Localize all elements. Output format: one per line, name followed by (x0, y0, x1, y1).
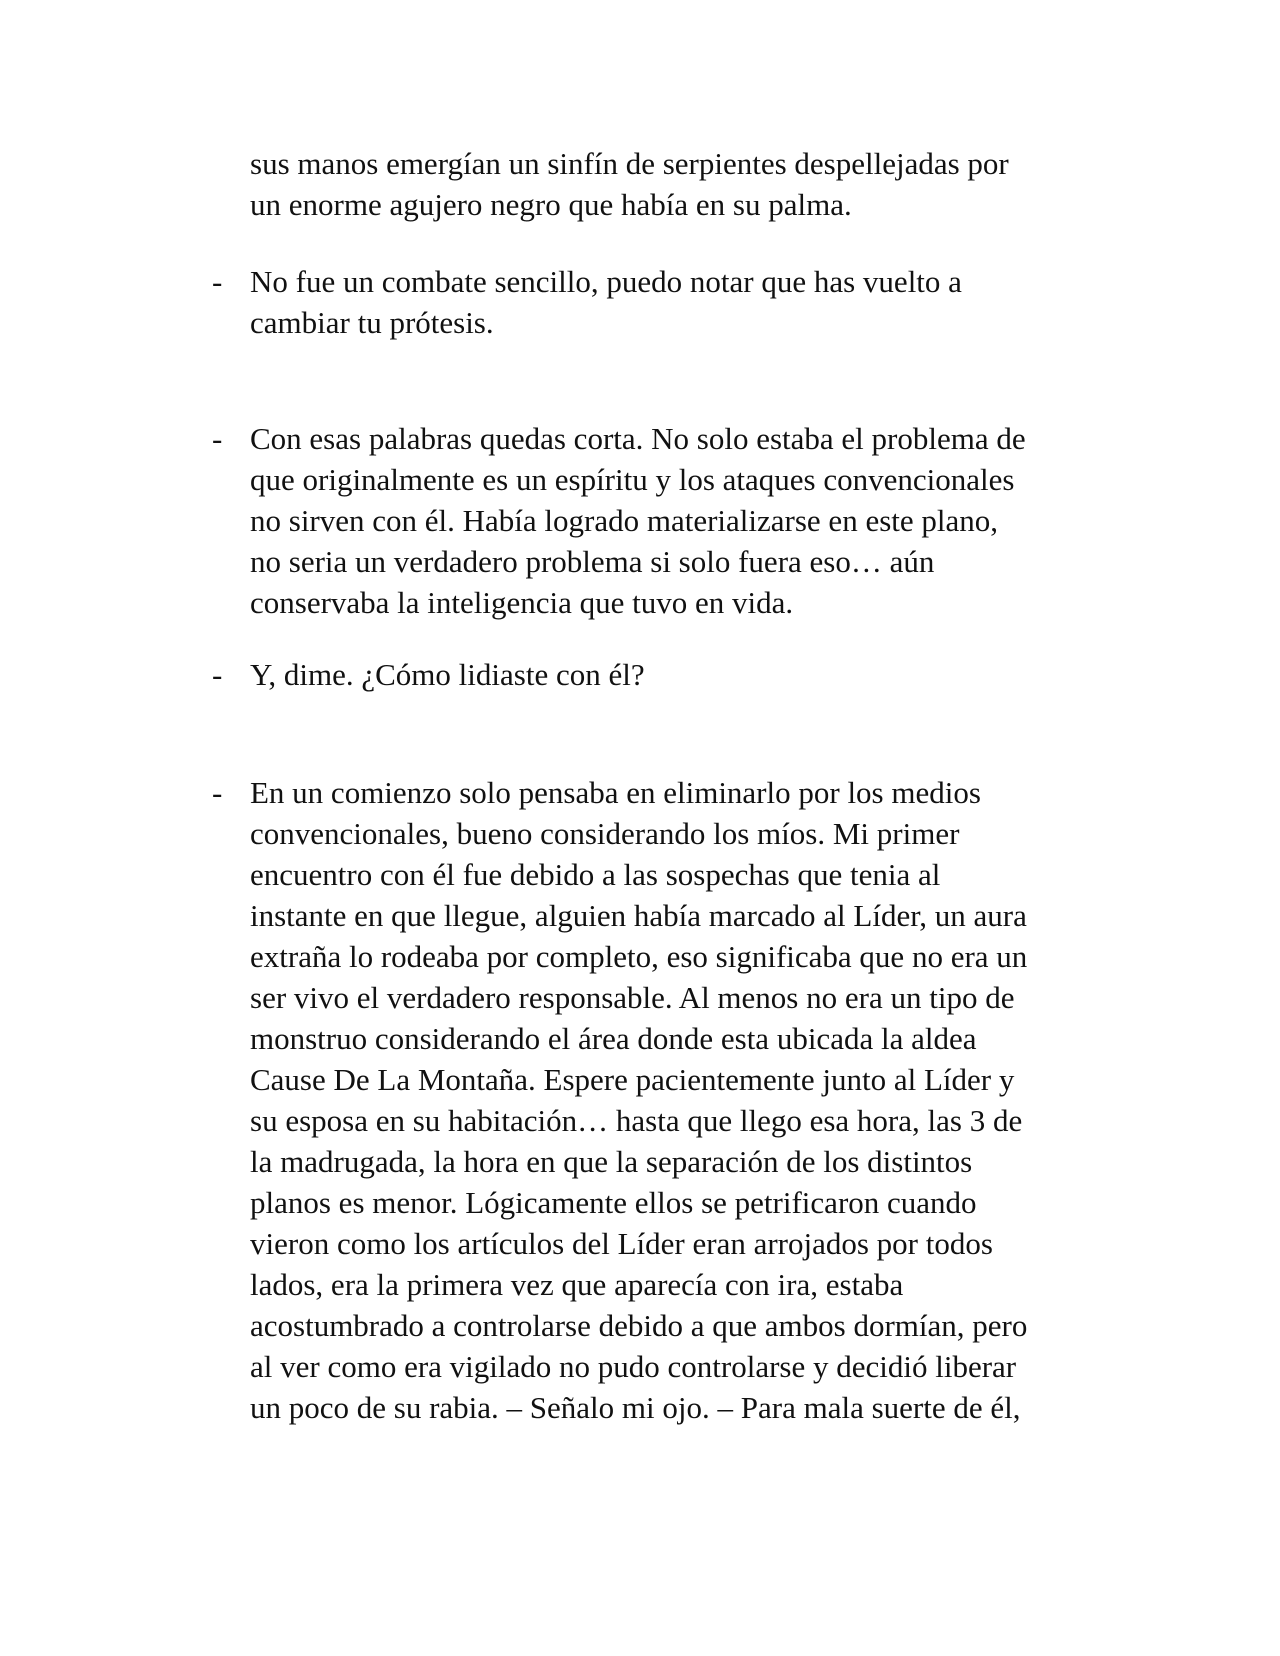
text-line: no sirven con él. Había logrado materializarse en este plano, (250, 503, 999, 538)
text-line: la madrugada, la hora en que la separación de los distintos (250, 1144, 973, 1179)
text-line: En un comienzo solo pensaba en eliminarlo por los medios (250, 775, 981, 810)
dialogue-dash: - (212, 264, 223, 299)
text-line: un poco de su rabia. – Señalo mi ojo. – Para mala suerte de él, (250, 1390, 1021, 1425)
text-line: ser vivo el verdadero responsable. Al menos no era un tipo de (250, 980, 1015, 1015)
text-line: Y, dime. ¿Cómo lidiaste con él? (250, 657, 645, 692)
text-line: extraña lo rodeaba por completo, eso significaba que no era un (250, 939, 1028, 974)
text-line: Con esas palabras quedas corta. No solo estaba el problema de (250, 421, 1026, 456)
paragraph (250, 654, 1110, 695)
text-line: cambiar tu prótesis. (250, 305, 494, 340)
paragraph (250, 143, 1110, 225)
text-line: no seria un verdadero problema si solo fuera eso… aún (250, 544, 935, 579)
text-line: instante en que llegue, alguien había marcado al Líder, un aura (250, 898, 1027, 933)
text-line: sus manos emergían un sinfín de serpientes despellejadas por (250, 146, 1009, 181)
text-line: No fue un combate sencillo, puedo notar que has vuelto a (250, 264, 962, 299)
text-line: su esposa en su habitación… hasta que llego esa hora, las 3 de (250, 1103, 1023, 1138)
text-line: vieron como los artículos del Líder eran arrojados por todos (250, 1226, 993, 1261)
text-line: lados, era la primera vez que aparecía con ira, estaba (250, 1267, 904, 1302)
text-line: convencionales, bueno considerando los míos. Mi primer (250, 816, 960, 851)
text-line: Cause De La Montaña. Espere pacientemente junto al Líder y (250, 1062, 1015, 1097)
text-line: planos es menor. Lógicamente ellos se petrificaron cuando (250, 1185, 977, 1220)
dialogue-dash: - (212, 657, 223, 692)
text-line: un enorme agujero negro que había en su palma. (250, 187, 852, 222)
text-line: acostumbrado a controlarse debido a que ambos dormían, pero (250, 1308, 1028, 1343)
text-line: que originalmente es un espíritu y los ataques convencionales (250, 462, 1015, 497)
text-line: conservaba la inteligencia que tuvo en vida. (250, 585, 794, 620)
dialogue-dash: - (212, 775, 223, 810)
dialogue-dash: - (212, 421, 223, 456)
paragraph (250, 418, 1110, 623)
paragraph (250, 772, 1110, 1428)
text-line: monstruo considerando el área donde esta ubicada la aldea (250, 1021, 977, 1056)
text-line: encuentro con él fue debido a las sospechas que tenia al (250, 857, 941, 892)
text-line: al ver como era vigilado no pudo controlarse y decidió liberar (250, 1349, 1017, 1384)
paragraph (250, 261, 1110, 343)
